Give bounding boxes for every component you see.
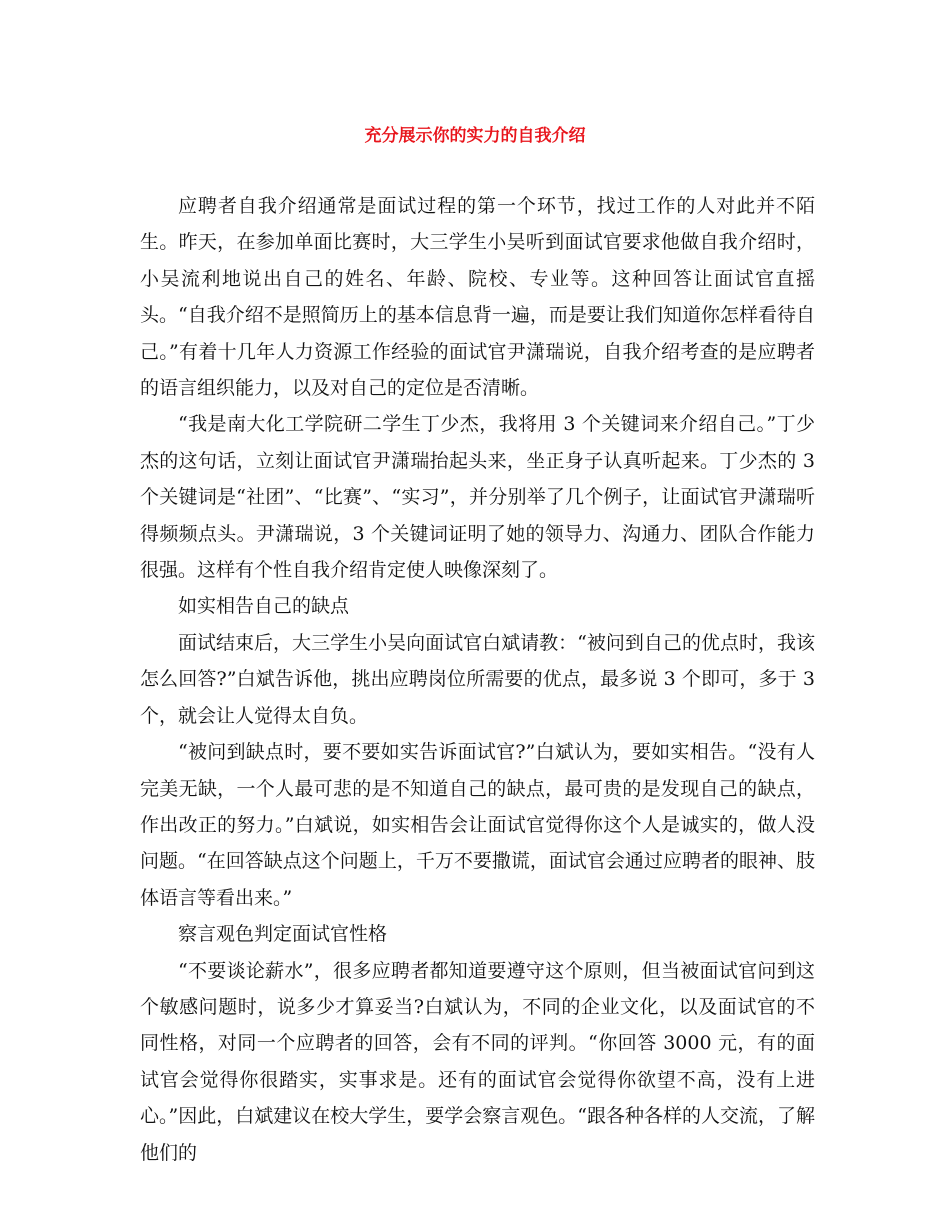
section-heading: 察言观色判定面试官性格 bbox=[178, 923, 388, 946]
paragraph: 应聘者自我介绍通常是面试过程的第一个环节，找过工作的人对此并不陌生。昨天，在参加单面比赛时，大三学生小吴听到面试官要求他做自我介绍时，小吴流利地说出自己的姓名、年龄、院校、专业等。这种回答让面试官直摇头。“自我介绍不是照简历上的基本信息背一遍，而是要让我们知道你怎样看待自己。”有着十几年人力资源工作经验的面试官尹潇瑞说，自我介绍考查的是应聘者的语言组织能力，以及对自己的定位是否清晰。 bbox=[140, 195, 815, 400]
section-heading: 如实相告自己的缺点 bbox=[178, 595, 350, 618]
document-body bbox=[140, 188, 815, 1171]
paragraph: “不要谈论薪水”，很多应聘者都知道要遵守这个原则，但当被面试官问到这个敏感问题时，说多少才算妥当?白斌认为，不同的企业文化，以及面试官的不同性格，对同一个应聘者的回答，会有不同的评判。“你回答 3000 元，有的面试官会觉得你很踏实，实事求是。还有的面试官会觉得你欲望不高，没有上进心。”因此，白斌建议在校大学生，要学会察言观色。“跟各种各样的人交流，了解他们的 bbox=[140, 959, 815, 1164]
paragraph: 面试结束后，大三学生小吴向面试官白斌请教：“被问到自己的优点时，我该怎么回答?”白斌告诉他，挑出应聘岗位所需要的优点，最多说 3 个即可，多于 3 个，就会让人觉得太自负。 bbox=[140, 631, 815, 727]
document-title: 充分展示你的实力的自我介绍 bbox=[364, 126, 586, 146]
paragraph: “被问到缺点时，要不要如实告诉面试官?”白斌认为，要如实相告。“没有人完美无缺，一个人最可悲的是不知道自己的缺点，最可贵的是发现自己的缺点，作出改正的努力。”白斌说，如实相告会让面试官觉得你这个人是诚实的，做人没问题。“在回答缺点这个问题上，千万不要撒谎，面试官会通过应聘者的眼神、肢体语言等看出来。” bbox=[140, 741, 815, 909]
paragraph: “我是南大化工学院研二学生丁少杰，我将用 3 个关键词来介绍自己。”丁少杰的这句话，立刻让面试官尹潇瑞抬起头来，坐正身子认真听起来。丁少杰的 3 个关键词是“社团”、“比赛”、“实习”，并分别举了几个例子，让面试官尹潇瑞听得频频点头。尹潇瑞说，3 个关键词证明了她的领导力、沟通力、团队合作能力很强。这样有个性自我介绍肯定使人映像深刻了。 bbox=[140, 413, 815, 582]
